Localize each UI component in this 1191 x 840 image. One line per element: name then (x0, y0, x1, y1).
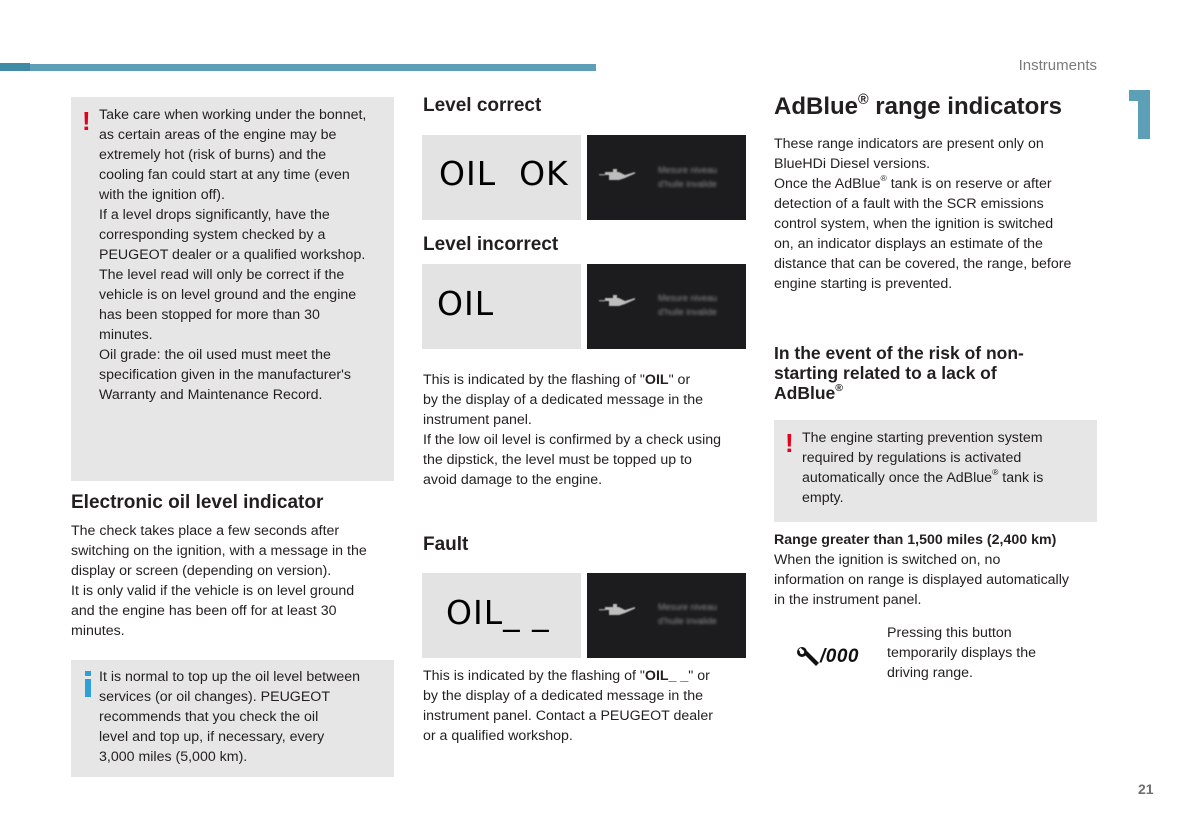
body-line: detection of a fault with the SCR emissions (774, 196, 1044, 212)
body-line: distance that can be covered, the range, before (774, 256, 1072, 272)
note-line: required by regulations is activated (802, 450, 1022, 466)
note-line: Warranty and Maintenance Record. (99, 387, 323, 403)
body-line: the dipstick, the level must be topped up to (423, 452, 692, 468)
heading-line: starting related to a lack of (774, 363, 997, 383)
body-line: or a qualified workshop. (423, 728, 573, 744)
range-section (774, 530, 1104, 610)
oil-fault-display (422, 573, 581, 658)
text-fragment: tank is on reserve or after (886, 176, 1052, 192)
registered-mark: ® (880, 173, 887, 184)
page-number: 21 (1138, 781, 1154, 797)
message-line: Mesure niveau (658, 602, 718, 612)
body-line: minutes. (71, 623, 125, 639)
note-line: recommends that you check the oil (99, 709, 319, 725)
header-bar (30, 64, 596, 71)
note-line: minutes. (99, 327, 153, 343)
body-line: These range indicators are present only on (774, 136, 1044, 152)
body-line (774, 174, 1104, 194)
heading-line: In the event of the risk of non- (774, 343, 1024, 363)
body-line: It is only valid if the vehicle is on level ground (71, 583, 355, 599)
message-line: d'huile invalide (658, 179, 717, 189)
note-line: Take care when working under the bonnet, (99, 107, 367, 123)
text-fragment: Once the AdBlue (774, 176, 881, 192)
oil-can-icon (599, 167, 637, 183)
body-line: instrument panel. (423, 412, 532, 428)
note-line: The level read will only be correct if the (99, 267, 345, 283)
message-line: d'huile invalide (658, 616, 717, 626)
note-line: corresponding system checked by a (99, 227, 326, 243)
non-starting-heading (774, 343, 1104, 403)
body-line: The check takes place a few seconds after (71, 523, 340, 539)
body-line: by the display of a dedicated message in the (423, 392, 703, 408)
text-fragment: This is indicated by the flashing of " (423, 668, 645, 684)
note-line: Oil grade: the oil used must meet the (99, 347, 331, 363)
body-line: BlueHDi Diesel versions. (774, 156, 931, 172)
body-line: driving range. (887, 665, 973, 681)
oil-ok-display (422, 135, 581, 220)
range-button-symbol (796, 646, 870, 668)
note-line: services (or oil changes). PEUGEOT (99, 689, 331, 705)
header-bar-accent (0, 63, 30, 71)
oil-message-display (587, 135, 746, 220)
range-heading: Range greater than 1,500 miles (2,400 km) (774, 532, 1057, 548)
body-line: Pressing this button (887, 625, 1012, 641)
body-line: If the low oil level is confirmed by a check using (423, 432, 722, 448)
body-line (423, 370, 753, 390)
body-line: When the ignition is switched on, no (774, 552, 1001, 568)
text-fragment: This is indicated by the flashing of " (423, 372, 645, 388)
note-line: level and top up, if necessary, every (99, 729, 325, 745)
body-line: on, an indicator displays an estimate of the (774, 236, 1043, 252)
adblue-intro (774, 134, 1104, 294)
note-line: It is normal to top up the oil level between (99, 669, 361, 685)
heading-line (774, 383, 1104, 403)
range-button-label: /000 (820, 646, 859, 667)
oil-bold-text: OIL_ _ (644, 668, 689, 684)
note-line: If a level drops significantly, have the (99, 207, 330, 223)
note-line: with the ignition off). (99, 187, 225, 203)
oil-fault-message-display (587, 573, 746, 658)
registered-mark: ® (835, 382, 843, 395)
message-line: d'huile invalide (658, 307, 717, 317)
body-line: by the display of a dedicated message in the (423, 688, 703, 704)
registered-mark: ® (858, 91, 869, 108)
oil-low-display (422, 264, 581, 349)
body-line: information on range is displayed automatically (774, 572, 1069, 588)
oil-message-text (658, 163, 717, 191)
fault-body (423, 666, 753, 746)
oil-bold-text: OIL (644, 372, 669, 388)
oil-low-text: OIL (437, 284, 495, 323)
heading-part: range indicators (868, 93, 1062, 120)
text-fragment: AdBlue (774, 383, 836, 403)
text-fragment: tank is (998, 470, 1044, 486)
oil-can-icon (599, 602, 637, 618)
body-line: engine starting is prevented. (774, 276, 953, 292)
registered-mark: ® (992, 467, 999, 478)
warning-note-adblue (774, 420, 1097, 522)
note-line: extremely hot (risk of burns) and the (99, 147, 327, 163)
body-line: instrument panel. Contact a PEUGEOT dealer (423, 708, 713, 724)
electronic-oil-body (71, 521, 401, 641)
level-incorrect-heading: Level incorrect (423, 234, 559, 255)
chapter-number (1126, 90, 1150, 139)
body-line: avoid damage to the engine. (423, 472, 603, 488)
message-line: Mesure niveau (658, 293, 718, 303)
level-incorrect-body (423, 370, 753, 490)
note-line: cooling fan could start at any time (even (99, 167, 350, 183)
body-line: temporarily displays the (887, 645, 1037, 661)
oil-message-text (658, 291, 717, 319)
body-line: in the instrument panel. (774, 592, 922, 608)
info-icon (81, 671, 95, 697)
note-line: 3,000 miles (5,000 km). (99, 749, 248, 765)
electronic-oil-heading: Electronic oil level indicator (71, 492, 324, 513)
wrench-icon (796, 646, 820, 668)
text-fragment: " or (668, 372, 691, 388)
message-line: Mesure niveau (658, 165, 718, 175)
warning-icon: ! (785, 428, 794, 458)
body-line: and the engine has been off for at least 30 (71, 603, 337, 619)
level-correct-heading: Level correct (423, 95, 542, 116)
chapter-number-glyph (1126, 90, 1150, 139)
note-line: vehicle is on level ground and the engine (99, 287, 357, 303)
text-fragment: " or (688, 668, 710, 684)
oil-message-text (658, 600, 717, 628)
info-note-top-up (71, 660, 394, 777)
note-line: specification given in the manufacturer's (99, 367, 351, 383)
body-line: switching on the ignition, with a message in the (71, 543, 367, 559)
section-title: Instruments (1018, 57, 1097, 74)
heading-part: AdBlue (774, 93, 858, 120)
oil-low-message-display (587, 264, 746, 349)
text-fragment: automatically once the AdBlue (802, 470, 993, 486)
warning-note-oil (71, 97, 394, 481)
oil-ok-text: OIL OK (439, 154, 569, 193)
fault-heading: Fault (423, 534, 469, 555)
note-line: The engine starting prevention system (802, 430, 1043, 446)
note-line: has been stopped for more than 30 (99, 307, 320, 323)
oil-can-icon (599, 293, 637, 309)
body-line (423, 666, 753, 686)
warning-icon: ! (82, 106, 91, 136)
note-line: as certain areas of the engine may be (99, 127, 337, 143)
oil-fault-text: OIL_ _ (446, 593, 550, 632)
note-line: empty. (802, 490, 844, 506)
note-line (802, 468, 1097, 488)
adblue-range-heading (774, 93, 1062, 121)
button-description (887, 623, 1097, 683)
body-line: display or screen (depending on version). (71, 563, 332, 579)
note-line: PEUGEOT dealer or a qualified workshop. (99, 247, 366, 263)
body-line: control system, when the ignition is switched (774, 216, 1054, 232)
